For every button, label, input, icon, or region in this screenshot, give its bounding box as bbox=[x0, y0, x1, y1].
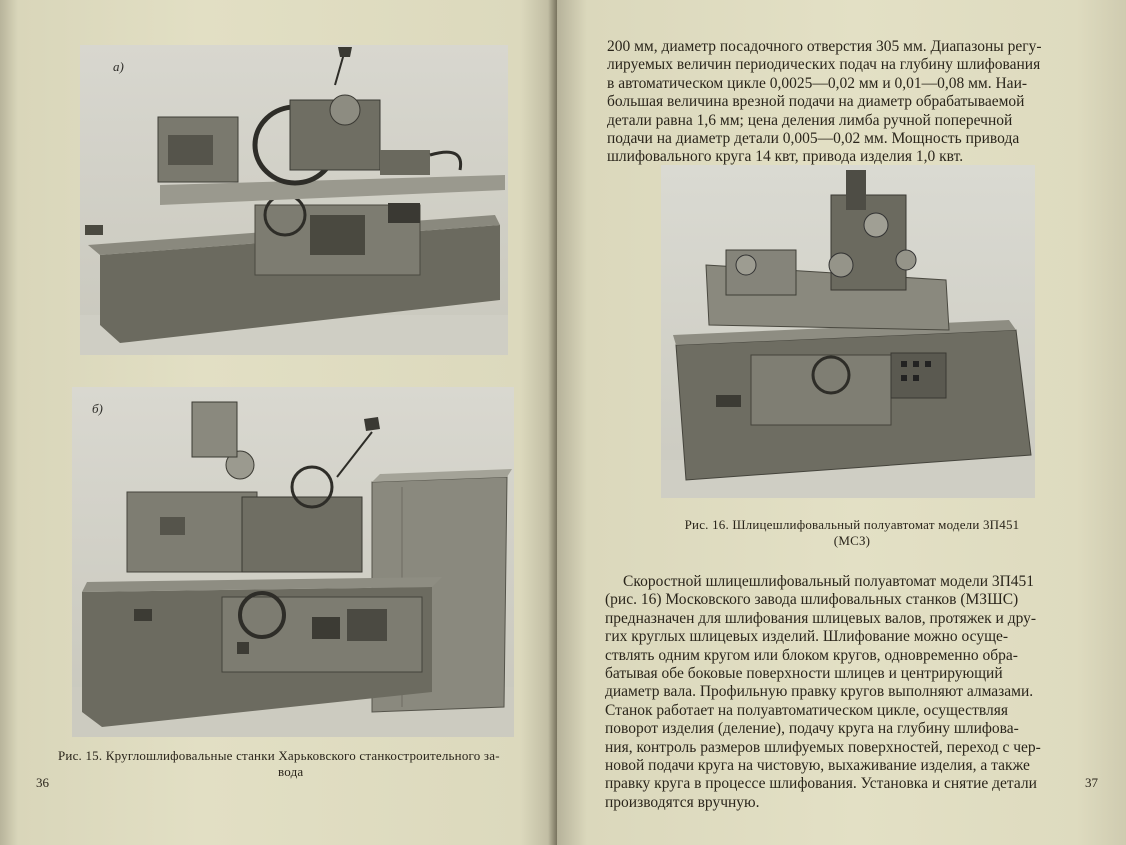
figure-16-caption bbox=[667, 517, 1037, 549]
spec-line: большая величина врезной подачи на диаметр обрабатываемой bbox=[607, 93, 1025, 111]
page-number-left: 36 bbox=[36, 775, 49, 790]
paragraph-line: Станок работает на полуавтоматическом цикле, осуществляя bbox=[605, 701, 1008, 719]
spec-line: лируемых величин периодических подач на глубину шлифования bbox=[607, 56, 1041, 74]
paragraph-line: предназначен для шлифования шлицевых валов, протяжек и дру- bbox=[605, 609, 1037, 627]
spec-line: подачи на диаметр детали 0,005—0,02 мм. Мощность привода bbox=[607, 130, 1020, 148]
spec-paragraph bbox=[607, 38, 1067, 167]
grinder-b-illustration bbox=[72, 387, 514, 737]
left-page bbox=[0, 0, 557, 845]
paragraph-line: Скоростной шлицешлифовальный полуавтомат модели 3П451 bbox=[623, 573, 1035, 590]
paragraph-line: ствлять одним кругом или блоком кругов, одновременно обра- bbox=[605, 646, 1018, 664]
page-number-right: 37 bbox=[1085, 775, 1098, 790]
spline-grinder-illustration bbox=[661, 165, 1035, 498]
spec-line: в автоматическом цикле 0,0025—0,02 мм и 0,01—0,08 мм. Наи- bbox=[607, 74, 1028, 92]
photo-spline-grinder bbox=[661, 165, 1035, 498]
figure-15-caption-line-1: Рис. 15. Круглошлифовальные станки Харьковского станкостроительного за- bbox=[58, 748, 500, 763]
figure-16-caption-line-2: (МСЗ) bbox=[833, 533, 871, 548]
photo-label-b: б) bbox=[92, 401, 103, 416]
figure-15-caption bbox=[40, 748, 520, 780]
paragraph-line: батывая обе боковые поверхности шлицев и центрирующий bbox=[605, 665, 1003, 683]
paragraph-line: новой подачи круга на чистовую, выхаживание изделия, а также bbox=[605, 757, 1030, 775]
right-page bbox=[557, 0, 1126, 845]
spec-line: 200 мм, диаметр посадочного отверстия 305 мм. Диапазоны регу- bbox=[607, 38, 1042, 55]
main-paragraph bbox=[605, 573, 1075, 812]
photo-label-a: а) bbox=[113, 59, 124, 74]
figure-15-caption-line-2: вода bbox=[278, 764, 304, 779]
grinder-a-illustration bbox=[80, 45, 508, 355]
spec-line: детали равна 1,6 мм; цена деления лимба ручной поперечной bbox=[607, 111, 1013, 129]
photo-grinder-a bbox=[80, 45, 508, 355]
spec-line: шлифовального круга 14 квт, привода изделия 1,0 квт. bbox=[607, 148, 964, 166]
paragraph-line: ния, контроль размеров шлифуемых поверхностей, переход с чер- bbox=[605, 738, 1041, 756]
paragraph-line: (рис. 16) Московского завода шлифовальных станков (МЗШС) bbox=[605, 591, 1019, 609]
figure-16-caption-line-1: Рис. 16. Шлицешлифовальный полуавтомат модели 3П451 bbox=[684, 517, 1020, 532]
paragraph-line: правку круга в процессе шлифования. Установка и снятие детали bbox=[605, 775, 1037, 793]
paragraph-line: диаметр вала. Профильную правку кругов выполняют алмазами. bbox=[605, 683, 1034, 701]
paragraph-line: поворот изделия (деление), подачу круга на глубину шлифова- bbox=[605, 720, 1019, 738]
paragraph-line: производятся вручную. bbox=[605, 793, 760, 811]
photo-grinder-b bbox=[72, 387, 514, 737]
paragraph-line: гих круглых шлицевых изделий. Шлифование можно осуще- bbox=[605, 628, 1009, 646]
